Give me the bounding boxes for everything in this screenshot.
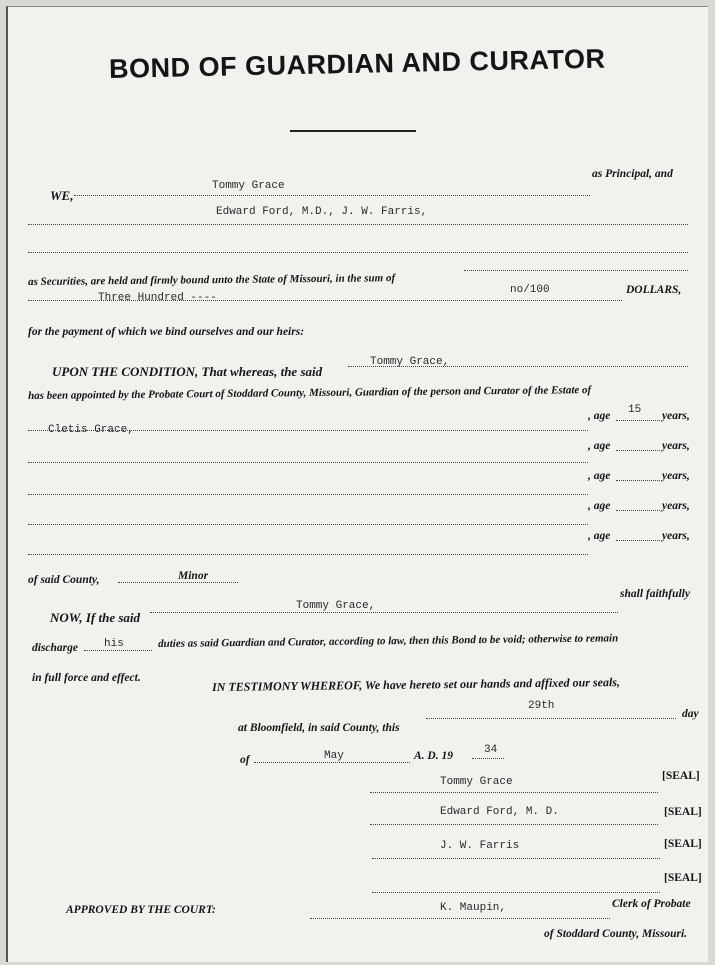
day-value: 29th — [528, 700, 555, 712]
minor-line — [118, 582, 238, 583]
sum-line — [464, 270, 688, 271]
now-lead: NOW, If the said — [50, 610, 141, 625]
court-label: of Stoddard County, Missouri. — [544, 928, 688, 940]
age-line-4 — [616, 510, 660, 511]
day-label: day — [682, 708, 699, 720]
signature-name-3: J. W. Farris — [440, 840, 520, 852]
of-label: of — [240, 754, 250, 766]
title-rule — [290, 130, 416, 132]
clerk-title: Clerk of Probate — [612, 898, 691, 910]
age-line-5 — [616, 540, 660, 541]
ad-label: A. D. 19 — [414, 750, 453, 762]
age-line-3 — [616, 480, 660, 481]
ward-line-4 — [28, 524, 588, 525]
month-value: May — [324, 750, 344, 762]
ward-line-2 — [28, 462, 588, 463]
signature-name-2: Edward Ford, M. D. — [440, 806, 559, 818]
condition-lead: UPON THE CONDITION, That whereas, the said — [52, 364, 323, 379]
years-label-2: years, — [662, 440, 690, 452]
ward-line-5 — [28, 554, 588, 555]
age-label-4: , age — [588, 500, 611, 512]
appointed-text: has been appointed by the Probate Court of Stoddard County, Missouri, Guardian of the person and Curator of the Estate of — [28, 384, 592, 402]
age-label-5: , age — [588, 530, 611, 542]
age-line-1 — [616, 420, 660, 421]
seal-label-2: [SEAL] — [664, 806, 702, 818]
years-label-1: years, — [662, 410, 690, 422]
securities-line-2 — [28, 252, 688, 253]
ward-age: 15 — [628, 404, 642, 416]
seal-label-4: [SEAL] — [664, 872, 702, 884]
day-line — [426, 718, 676, 719]
dollars-label: DOLLARS, — [626, 284, 682, 296]
shall-faithfully-label: shall faithfully — [620, 588, 690, 600]
signature-name-1: Tommy Grace — [440, 776, 513, 788]
amount-cents: no/100 — [510, 284, 550, 296]
securities-names: Edward Ford, M.D., J. W. Farris, — [216, 206, 428, 218]
testimony-lead: IN TESTIMONY WHEREOF, We have hereto set our hands and affixed our seals, — [212, 675, 620, 694]
ward-line-3 — [28, 494, 588, 495]
clerk-line — [310, 918, 610, 919]
duties-text: duties as said Guardian and Curator, according to law, then this Bond to be void; otherwise to remain — [158, 632, 619, 650]
page-title: BOND OF GUARDIAN AND CURATOR — [108, 43, 606, 85]
pronoun: his — [104, 638, 124, 650]
securities-line-1 — [28, 224, 688, 225]
of-said-county-label: of said County, — [28, 574, 100, 586]
signature-line-4 — [372, 892, 660, 893]
principal-name: Tommy Grace — [212, 180, 285, 192]
years-label-3: years, — [662, 470, 690, 482]
document-sheet — [6, 6, 708, 962]
age-line-2 — [616, 450, 660, 451]
amount-words: Three Hundred ---- — [98, 292, 217, 304]
now-name: Tommy Grace, — [296, 600, 376, 612]
years-label-4: years, — [662, 500, 690, 512]
signature-line-2 — [370, 824, 658, 825]
full-force-label: in full force and effect. — [32, 672, 141, 684]
ward-name: Cletis Grace, — [48, 424, 134, 436]
signature-line-3 — [372, 858, 660, 859]
payment-text: for the payment of which we bind ourselves and our heirs: — [28, 326, 305, 338]
clerk-name: K. Maupin, — [440, 902, 507, 914]
age-label-3: , age — [588, 470, 611, 482]
as-securities-text: as Securities, are held and firmly bound unto the State of Missouri, in the sum of — [28, 272, 396, 288]
age-label-1: , age — [588, 410, 611, 422]
discharge-label: discharge — [32, 642, 78, 654]
year-suffix: 34 — [484, 744, 498, 756]
guardian-name: Tommy Grace, — [370, 356, 450, 368]
principal-line — [74, 195, 590, 196]
pronoun-line — [84, 650, 152, 651]
age-label-2: , age — [588, 440, 611, 452]
we-label: WE, — [50, 188, 74, 203]
month-line — [254, 762, 410, 763]
approved-label: APPROVED BY THE COURT: — [66, 904, 216, 916]
years-label-5: years, — [662, 530, 690, 542]
at-bloomfield-label: at Bloomfield, in said County, this — [238, 722, 400, 734]
minor-label: Minor — [178, 570, 209, 582]
as-principal-label: as Principal, and — [592, 168, 673, 180]
signature-line-1 — [370, 792, 658, 793]
year-line — [472, 758, 504, 759]
now-name-line — [150, 612, 618, 613]
seal-label-3: [SEAL] — [664, 838, 702, 850]
seal-label-1: [SEAL] — [662, 770, 700, 782]
